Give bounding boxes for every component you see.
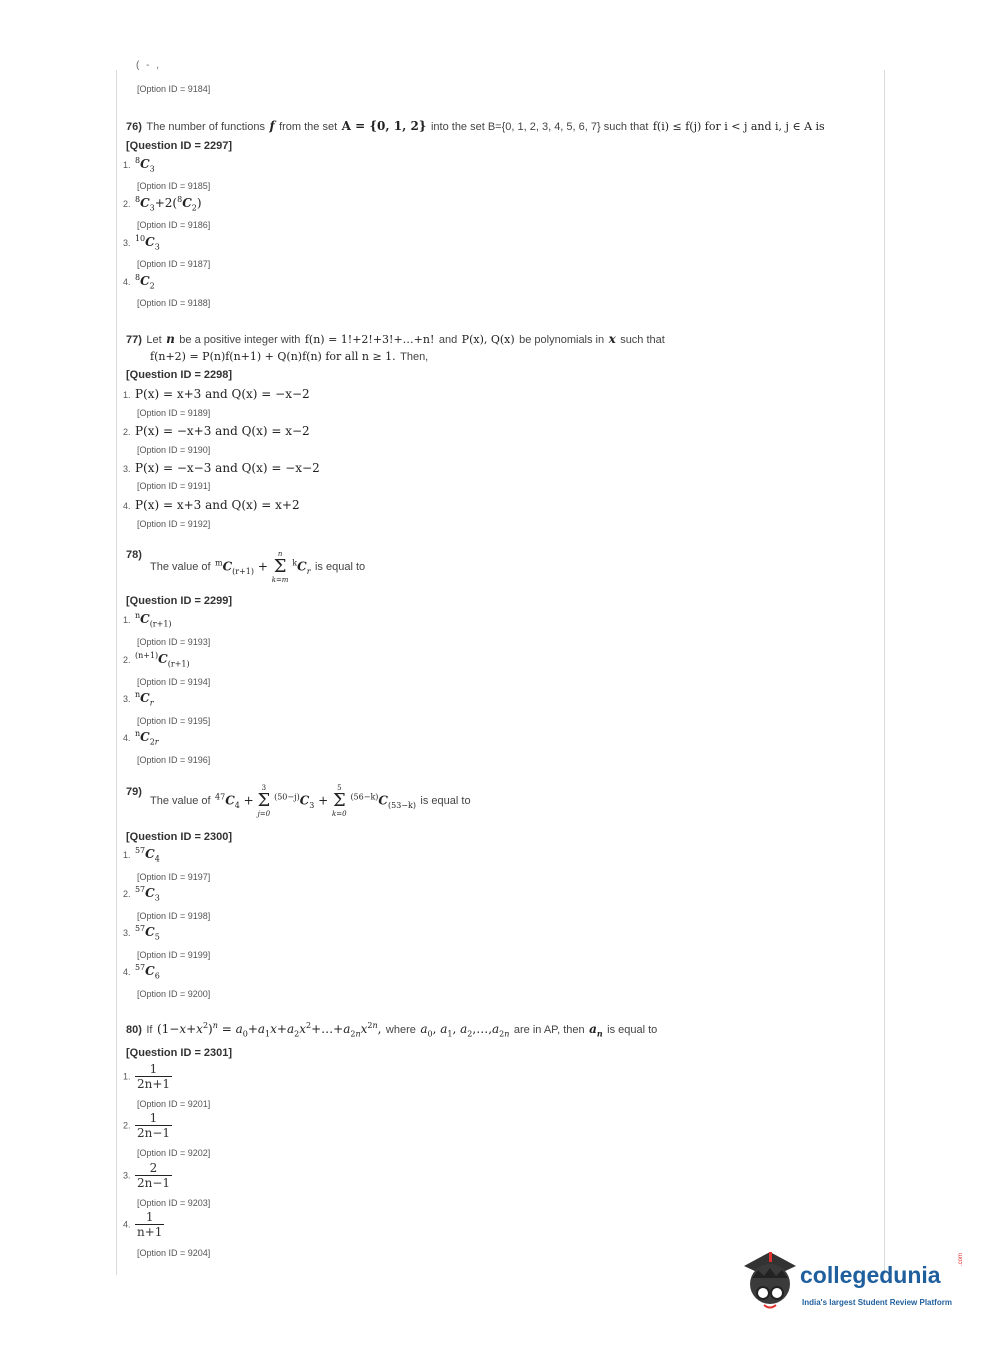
question-number: 77)	[126, 334, 142, 346]
option-id: [Option ID = 9198]	[137, 911, 211, 921]
option-4: 4. $^nC_{2r}$	[123, 729, 159, 747]
option-3: 3. $\frac{2}{2n-1}$	[123, 1161, 171, 1190]
option-id: [Option ID = 9203]	[137, 1198, 211, 1208]
brand-mark: .com	[958, 1252, 964, 1266]
question-id: [Question ID = 2301]	[126, 1047, 233, 1059]
option-id: [Option ID = 9201]	[137, 1099, 211, 1109]
brand-tagline: India's largest Student Review Platform	[802, 1298, 952, 1307]
option-id: [Option ID = 9200]	[137, 989, 211, 999]
question-id: [Question ID = 2299]	[126, 595, 233, 607]
question-number: 80)	[126, 1024, 142, 1036]
option-2: 2. $^8C_3+2(^8C_2)$	[123, 195, 202, 213]
option-id: [Option ID = 9190]	[137, 445, 211, 455]
option-id: [Option ID = 9197]	[137, 872, 211, 882]
page-left-rule	[116, 70, 117, 1275]
brand-name: collegedunia	[800, 1262, 941, 1288]
option-2: 2. $\frac{1}{2n-1}$	[123, 1111, 171, 1140]
option-1: 1. $^nC_{(r+1)}$	[123, 611, 172, 629]
question-number: 76)	[126, 121, 142, 133]
option-1: 1. $^8C_3$	[123, 156, 155, 174]
option-id: [Option ID = 9192]	[137, 519, 211, 529]
option-4: 4. $^{57}C_6$	[123, 963, 160, 981]
question-id: [Question ID = 2300]	[126, 831, 233, 843]
option-id: [Option ID = 9191]	[137, 481, 211, 491]
option-4: 4. P(x) = x+3 and Q(x) = x+2	[123, 498, 300, 512]
option-2: 2. $^{(n+1)}C_{(r+1)}$	[123, 651, 190, 669]
question-number: 78)	[126, 549, 142, 561]
option-id: [Option ID = 9188]	[137, 298, 211, 308]
previous-page-fragment: ( - ,	[136, 60, 161, 71]
option-id: [Option ID = 9204]	[137, 1248, 211, 1258]
option-id: [Option ID = 9195]	[137, 716, 211, 726]
option-id: [Option ID = 9194]	[137, 677, 211, 687]
option-3: 3. $^{57}C_5$	[123, 924, 160, 942]
option-id: [Option ID = 9185]	[137, 181, 211, 191]
option-2: 2. P(x) = −x+3 and Q(x) = x−2	[123, 424, 310, 438]
question-number: 79)	[126, 786, 142, 798]
option-3: 3. $^{10}C_3$	[123, 234, 160, 252]
option-3: 3. $^nC_r$	[123, 690, 154, 708]
option-id: [Option ID = 9196]	[137, 755, 211, 765]
option-4: 4. $\frac{1}{n+1}$	[123, 1210, 163, 1239]
option-1: 1. $^{57}C_4$	[123, 846, 160, 864]
question-id: [Question ID = 2298]	[126, 369, 233, 381]
option-4: 4. $^8C_2$	[123, 273, 155, 291]
option-id: [Option ID = 9202]	[137, 1148, 211, 1158]
option-2: 2. $^{57}C_3$	[123, 885, 160, 903]
option-id: [Option ID = 9193]	[137, 637, 211, 647]
option-id: [Option ID = 9187]	[137, 259, 211, 269]
option-id: [Option ID = 9184]	[137, 84, 211, 94]
option-1: 1. $\frac{1}{2n+1}$	[123, 1062, 171, 1091]
option-id: [Option ID = 9186]	[137, 220, 211, 230]
page-right-rule	[884, 70, 885, 1275]
question-id: [Question ID = 2297]	[126, 140, 233, 152]
option-1: 1. P(x) = x+3 and Q(x) = −x−2	[123, 387, 310, 401]
option-id: [Option ID = 9199]	[137, 950, 211, 960]
option-id: [Option ID = 9189]	[137, 408, 211, 418]
option-3: 3. P(x) = −x−3 and Q(x) = −x−2	[123, 461, 320, 475]
